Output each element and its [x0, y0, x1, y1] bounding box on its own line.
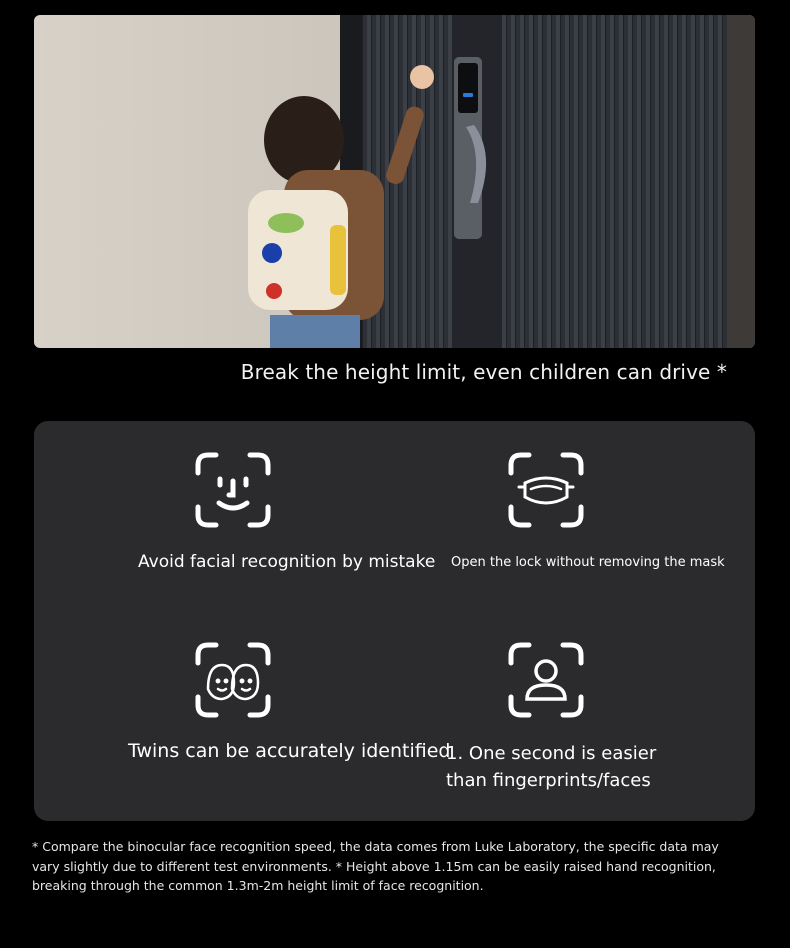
feature-label-speed-line1: 1. One second is easier: [446, 743, 657, 764]
feature-label-speed: [446, 740, 657, 794]
footnote: * Compare the binocular face recognition speed, the data comes from Luke Laboratory, the specific data may vary slightly due to different test environments. * Height above 1.15m can be easily raised hand recognition, breaking through the common 1.3m-2m height limit of face recognition.: [32, 839, 719, 893]
feature-label-mask: Open the lock without removing the mask: [451, 555, 725, 570]
twins-icon: [194, 641, 272, 719]
feature-label-no-mistake: Avoid facial recognition by mistake: [138, 552, 436, 572]
features-panel: [34, 421, 755, 821]
hero-caption: Break the height limit, even children can drive *: [240, 360, 727, 384]
hero-illustration: [34, 15, 755, 348]
hero-image: [34, 15, 755, 348]
mask-icon: [507, 451, 585, 529]
face-smile-icon: [194, 451, 272, 529]
feature-label-twins: Twins can be accurately identified: [128, 740, 451, 762]
person-scan-icon: [507, 641, 585, 719]
feature-label-speed-line2: than fingerprints/faces: [446, 770, 651, 791]
